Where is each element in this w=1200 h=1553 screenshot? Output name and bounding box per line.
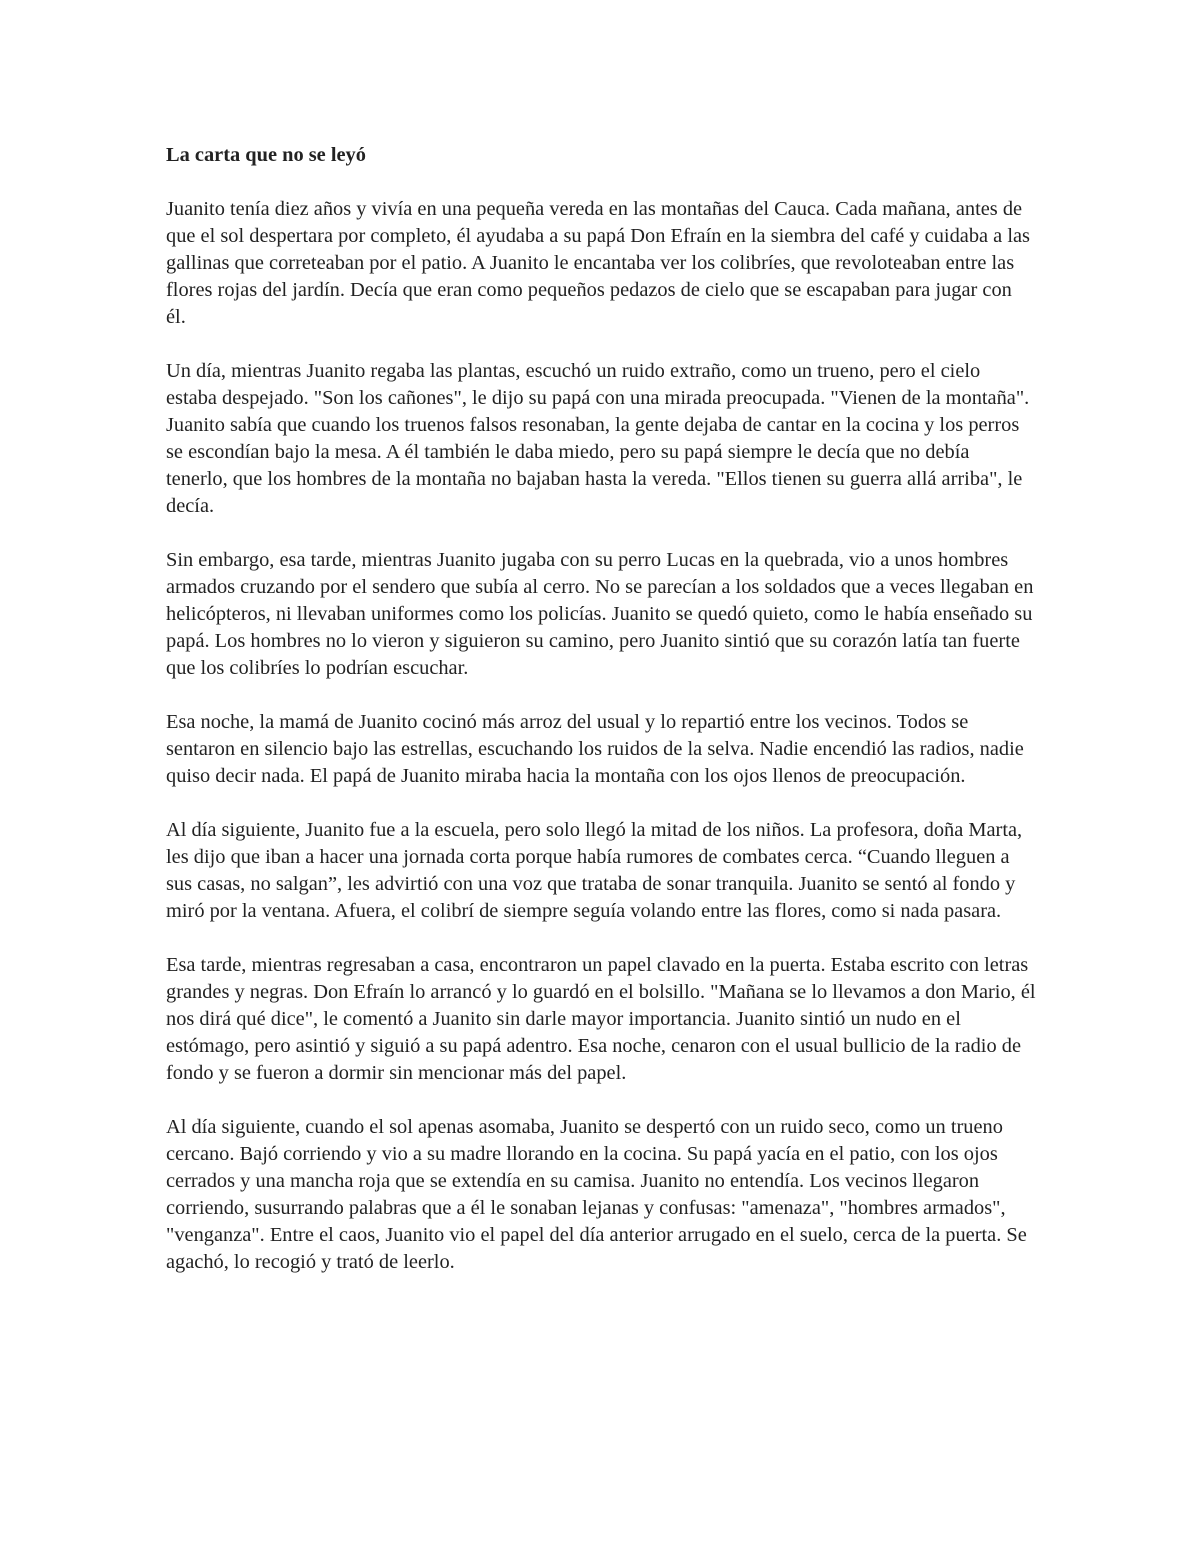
paragraph: Esa tarde, mientras regresaban a casa, encontraron un papel clavado en la puerta. Estaba escrito con letras grandes y negras. Don Efraín lo arrancó y lo guardó en el bolsillo. "Mañana se lo llevamos a don Mario, él nos dirá qué dice", le comentó a Juanito sin darle mayor importancia. Juanito sintió un nudo en el estómago, pero asintió y siguió a su papá adentro. Esa noche, cenaron con el usual bullicio de la radio de fondo y se fueron a dormir sin mencionar más del papel. bbox=[166, 954, 1036, 1084]
paragraph: Al día siguiente, Juanito fue a la escuela, pero solo llegó la mitad de los niños. La profesora, doña Marta, les dijo que iban a hacer una jornada corta porque había rumores de combates cerca. “Cuando lleguen a sus casas, no salgan”, les advirtió con una voz que trataba de sonar tranquila. Juanito se sentó al fondo y miró por la ventana. Afuera, el colibrí de siempre seguía volando entre las flores, como si nada pasara. bbox=[166, 819, 1023, 922]
paragraph: Al día siguiente, cuando el sol apenas asomaba, Juanito se despertó con un ruido seco, como un trueno cercano. Bajó corriendo y vio a su madre llorando en la cocina. Su papá yacía en el patio, con los ojos cerrados y una mancha roja que se extendía en su camisa. Juanito no entendía. Los vecinos llegaron corriendo, susurrando palabras que a él le sonaban lejanas y confusas: "amenaza", "hombres armados", "venganza". Entre el caos, Juanito vio el papel del día anterior arrugado en el suelo, cerca de la puerta. Se agachó, lo recogió y trató de leerlo. bbox=[166, 1116, 1027, 1273]
document-title: La carta que no se leyó bbox=[166, 144, 366, 166]
paragraph: Juanito tenía diez años y vivía en una pequeña vereda en las montañas del Cauca. Cada mañana, antes de que el sol despertara por completo, él ayudaba a su papá Don Efraín en la siembra del café y cuidaba a las gallinas que correteaban por el patio. A Juanito le encantaba ver los colibríes, que revoloteaban entre las flores rojas del jardín. Decía que eran como pequeños pedazos de cielo que se escapaban para jugar con él. bbox=[166, 198, 1030, 328]
document-body bbox=[166, 142, 1036, 1276]
paragraph: Un día, mientras Juanito regaba las plantas, escuchó un ruido extraño, como un trueno, pero el cielo estaba despejado. "Son los cañones", le dijo su papá con una mirada preocupada. "Vienen de la montaña". Juanito sabía que cuando los truenos falsos resonaban, la gente dejaba de cantar en la cocina y los perros se escondían bajo la mesa. A él también le daba miedo, pero su papá siempre le decía que no debía tenerlo, que los hombres de la montaña no bajaban hasta la vereda. "Ellos tienen su guerra allá arriba", le decía. bbox=[166, 360, 1030, 517]
paragraph: Sin embargo, esa tarde, mientras Juanito jugaba con su perro Lucas en la quebrada, vio a unos hombres armados cruzando por el sendero que subía al cerro. No se parecían a los soldados que a veces llegaban en helicópteros, ni llevaban uniformes como los policías. Juanito se quedó quieto, como le había enseñado su papá. Los hombres no lo vieron y siguieron su camino, pero Juanito sintió que su corazón latía tan fuerte que los colibríes lo podrían escuchar. bbox=[166, 549, 1034, 679]
paragraph: Esa noche, la mamá de Juanito cocinó más arroz del usual y lo repartió entre los vecinos. Todos se sentaron en silencio bajo las estrellas, escuchando los ruidos de la selva. Nadie encendió las radios, nadie quiso decir nada. El papá de Juanito miraba hacia la montaña con los ojos llenos de preocupación. bbox=[166, 711, 1024, 787]
